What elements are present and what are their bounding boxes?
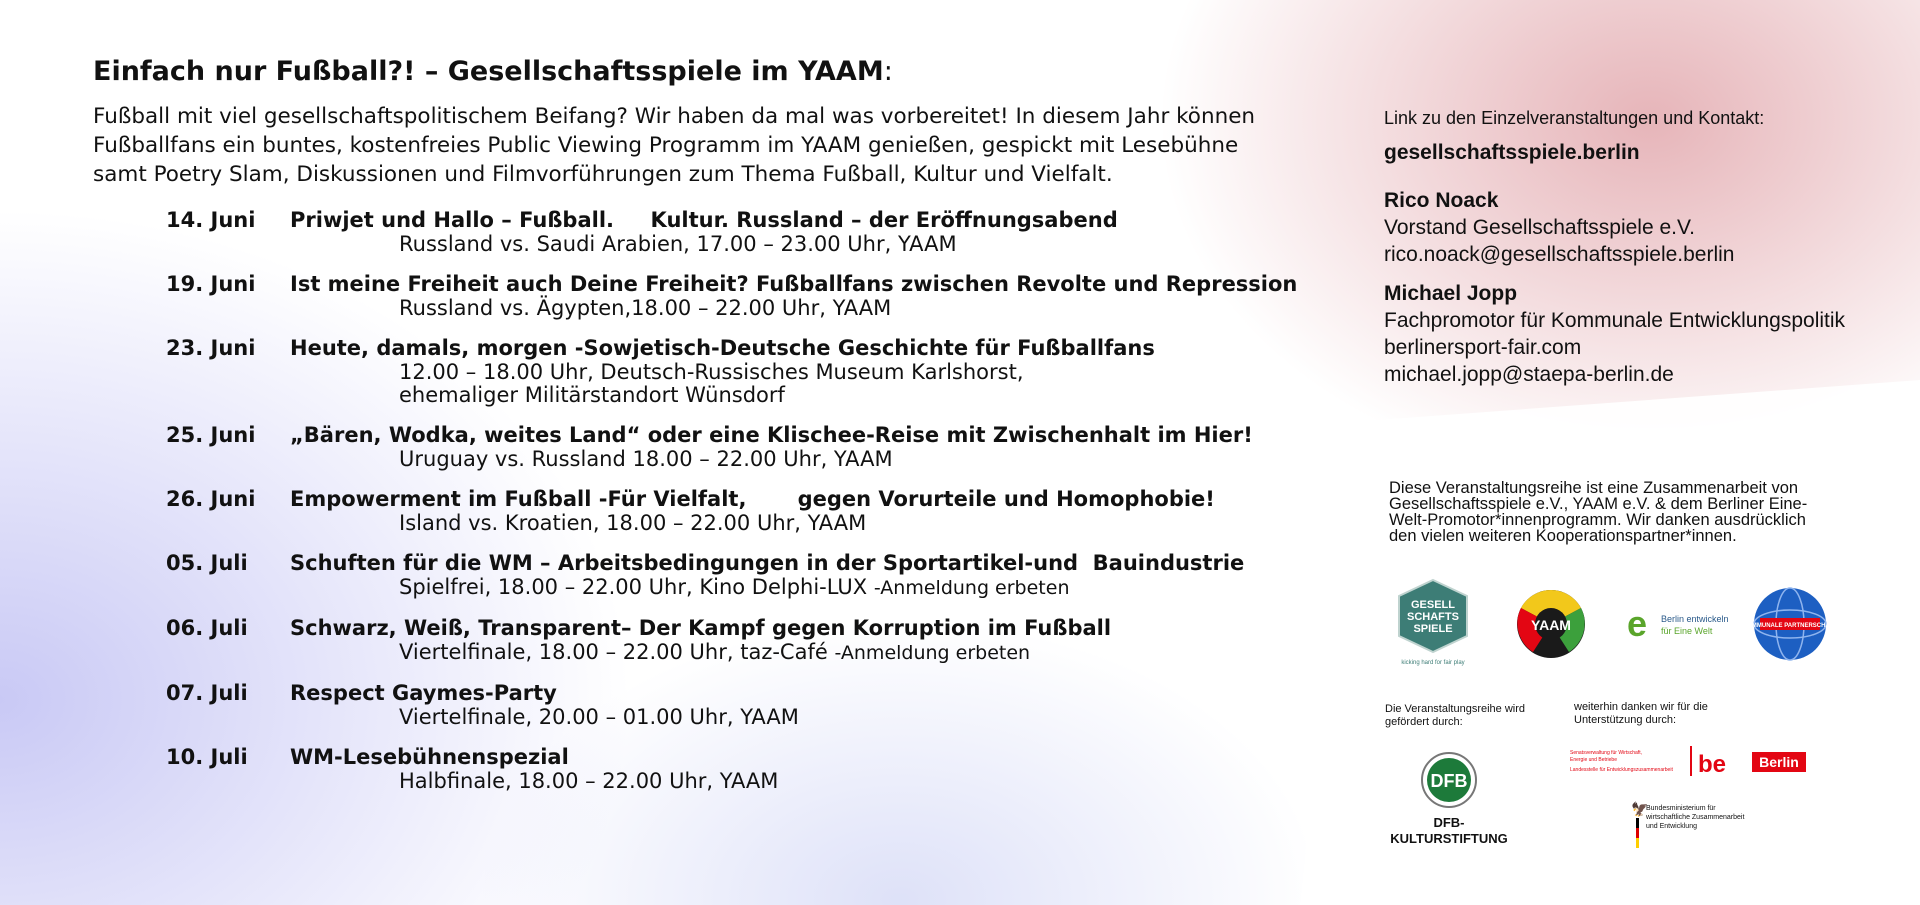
event-details — [166, 297, 1306, 320]
event-title: Respect Gaymes-Party — [290, 681, 557, 705]
event-detail-text: Viertelfinale, 20.00 – 01.00 Uhr, YAAM — [399, 705, 799, 729]
berlin-entwickeln-logo — [1625, 602, 1735, 646]
svg-text:e: e — [1627, 603, 1648, 644]
event-heading — [166, 336, 1306, 361]
contact-role: Fachpromotor für Kommunale Entwicklungspolitik — [1384, 309, 1846, 332]
svg-text:KULTURSTIFTUNG: KULTURSTIFTUNG — [1390, 831, 1508, 846]
event-title: WM-Lesebühnenspezial — [290, 745, 569, 769]
event-details — [166, 361, 1306, 384]
event-item — [166, 272, 1306, 320]
svg-text:YAAM: YAAM — [1531, 617, 1571, 633]
event-title: Ist meine Freiheit auch Deine Freiheit? Fußballfans zwischen Revolte und Repression — [290, 272, 1298, 296]
event-date: 06. Juli — [166, 616, 248, 640]
event-list — [166, 208, 1306, 809]
svg-text:für Eine Welt: für Eine Welt — [1661, 626, 1713, 636]
svg-text:🦅: 🦅 — [1631, 802, 1649, 818]
event-date: 19. Juni — [166, 272, 256, 296]
website-link[interactable]: gesellschaftsspiele.berlin — [1384, 141, 1640, 164]
event-details — [166, 512, 1306, 535]
event-item — [166, 616, 1306, 665]
svg-text:SPIELE: SPIELE — [1413, 623, 1453, 635]
event-details — [166, 448, 1306, 471]
event-details — [166, 641, 1306, 665]
event-title: Schuften für die WM – Arbeitsbedingungen in der Sportartikel-und Bauindustrie — [290, 551, 1245, 575]
contact-name: Michael Jopp — [1384, 282, 1518, 305]
svg-text:Bundesministerium für: Bundesministerium für — [1646, 805, 1716, 812]
event-item — [166, 551, 1306, 600]
svg-text:DFB-: DFB- — [1433, 815, 1465, 830]
link-label: Link zu den Einzelveranstaltungen und Kontakt: — [1384, 108, 1765, 128]
event-detail-text: Halbfinale, 18.00 – 22.00 Uhr, YAAM — [399, 769, 779, 793]
registration-note: -Anmeldung erbeten — [873, 577, 1070, 599]
globe-logo — [1742, 586, 1838, 662]
event-heading — [166, 551, 1306, 576]
event-heading — [166, 272, 1306, 297]
event-date: 26. Juni — [166, 487, 256, 511]
funded-label: Die Veranstaltungsreihe wird gefördert durch: — [1385, 703, 1526, 728]
svg-text:Senatsverwaltung für Wirtschaf: Senatsverwaltung für Wirtschaft, — [1570, 750, 1642, 756]
svg-text:Berlin: Berlin — [1759, 754, 1799, 770]
senat-berlin-logo — [1568, 744, 1808, 780]
contact-role: Vorstand Gesellschaftsspiele e.V. — [1384, 216, 1695, 239]
event-item — [166, 336, 1306, 407]
contact-name: Rico Noack — [1384, 189, 1499, 212]
svg-text:kicking hard for fair play: kicking hard for fair play — [1401, 660, 1465, 666]
event-detail-text: Viertelfinale, 18.00 – 22.00 Uhr, taz-Café — [399, 640, 835, 664]
gesellschaftsspiele-logo — [1393, 578, 1473, 668]
event-date: 25. Juni — [166, 423, 256, 447]
event-date: 23. Juni — [166, 336, 256, 360]
contact-rico — [1384, 187, 1904, 268]
event-details — [166, 233, 1306, 256]
event-detail-text: Island vs. Kroatien, 18.00 – 22.00 Uhr, YAAM — [399, 511, 867, 535]
contact-website[interactable]: berlinersport-fair.com — [1384, 336, 1582, 359]
intro-paragraph: Fußball mit viel gesellschaftspolitischem Beifang? Wir haben da mal was vorbereitet! In diesem Jahr können Fußballfans ein buntes, kostenfreies Public Viewing Programm im YAAM genießen, gespickt mit Lesebühne samt Poetry Slam, Diskussionen und Filmvorführungen zum Thema Fußball, Kultur und Vielfalt. — [93, 104, 1256, 187]
registration-note: -Anmeldung erbeten — [834, 642, 1031, 664]
event-item — [166, 487, 1306, 535]
event-detail-text: Spielfrei, 18.00 – 22.00 Uhr, Kino Delphi-LUX — [399, 575, 874, 599]
event-item — [166, 745, 1306, 793]
event-detail-text: Uruguay vs. Russland 18.00 – 22.00 Uhr, YAAM — [399, 447, 893, 471]
svg-text:be: be — [1698, 751, 1727, 778]
event-heading — [166, 208, 1306, 233]
event-date: 10. Juli — [166, 745, 248, 769]
contact-panel — [1384, 108, 1904, 400]
svg-text:Landesstelle für Entwicklungsz: Landesstelle für Entwicklungszusammenarbeit — [1570, 767, 1673, 773]
collaboration-note: Diese Veranstaltungsreihe ist eine Zusammenarbeit von Gesellschaftsspiele e.V., YAAM e.V. & dem Berliner Eine-Welt-Promotor*innenprogramm. Wir danken ausdrücklich den vielen weiteren Kooperationspartner*innen. — [1389, 479, 1808, 545]
event-details — [166, 706, 1306, 729]
svg-text:Berlin entwickeln: Berlin entwickeln — [1661, 614, 1729, 624]
svg-text:und Entwicklung: und Entwicklung — [1646, 823, 1697, 830]
event-heading — [166, 745, 1306, 770]
svg-text:KOMMUNALE PARTNERSCHAFT: KOMMUNALE PARTNERSCHAFT — [1742, 623, 1838, 629]
contact-michael — [1384, 280, 1904, 388]
event-heading — [166, 681, 1306, 706]
event-detail-text: ehemaliger Militärstandort Wünsdorf — [399, 383, 785, 407]
svg-text:wirtschaftliche Zusammenarbeit: wirtschaftliche Zusammenarbeit — [1646, 814, 1745, 821]
event-detail-text: Russland vs. Saudi Arabien, 17.00 – 23.00 Uhr, YAAM — [399, 232, 957, 256]
event-title: „Bären, Wodka, weites Land“ oder eine Klischee-Reise mit Zwischenhalt im Hier! — [290, 423, 1253, 447]
event-details — [166, 576, 1306, 600]
svg-text:SCHAFTS: SCHAFTS — [1407, 611, 1459, 623]
event-item — [166, 681, 1306, 729]
event-item — [166, 423, 1306, 471]
event-detail-text: 12.00 – 18.00 Uhr, Deutsch-Russisches Museum Karlshorst, — [399, 360, 1024, 384]
bmz-logo — [1630, 800, 1780, 852]
page-title: Einfach nur Fußball?! – Gesellschaftsspiele im YAAM: — [93, 56, 893, 87]
event-heading — [166, 423, 1306, 448]
event-item — [166, 208, 1306, 256]
event-details — [166, 770, 1306, 793]
event-date: 14. Juni — [166, 208, 256, 232]
svg-text:GESELL: GESELL — [1410, 599, 1456, 611]
event-heading — [166, 616, 1306, 641]
event-heading — [166, 487, 1306, 512]
event-detail-text: Russland vs. Ägypten,18.00 – 22.00 Uhr, YAAM — [399, 296, 892, 320]
svg-text:Energie und Betriebe: Energie und Betriebe — [1570, 757, 1617, 763]
event-title: Priwjet und Hallo – Fußball. Kultur. Russland – der Eröffnungsabend — [290, 208, 1118, 232]
contact-email[interactable]: michael.jopp@staepa-berlin.de — [1384, 363, 1674, 386]
svg-text:DFB: DFB — [1430, 771, 1468, 791]
dfb-kulturstiftung-logo — [1380, 752, 1520, 848]
event-title: Empowerment im Fußball -Für Vielfalt, gegen Vorurteile und Homophobie! — [290, 487, 1215, 511]
event-date: 05. Juli — [166, 551, 248, 575]
event-date: 07. Juli — [166, 681, 248, 705]
contact-email[interactable]: rico.noack@gesellschaftsspiele.berlin — [1384, 243, 1735, 266]
yaam-logo — [1515, 588, 1587, 660]
event-title: Heute, damals, morgen -Sowjetisch-Deutsche Geschichte für Fußballfans — [290, 336, 1155, 360]
event-details — [166, 384, 1306, 407]
thanks-label: weiterhin danken wir für die Unterstützung durch: — [1574, 701, 1708, 726]
event-title: Schwarz, Weiß, Transparent– Der Kampf gegen Korruption im Fußball — [290, 616, 1112, 640]
